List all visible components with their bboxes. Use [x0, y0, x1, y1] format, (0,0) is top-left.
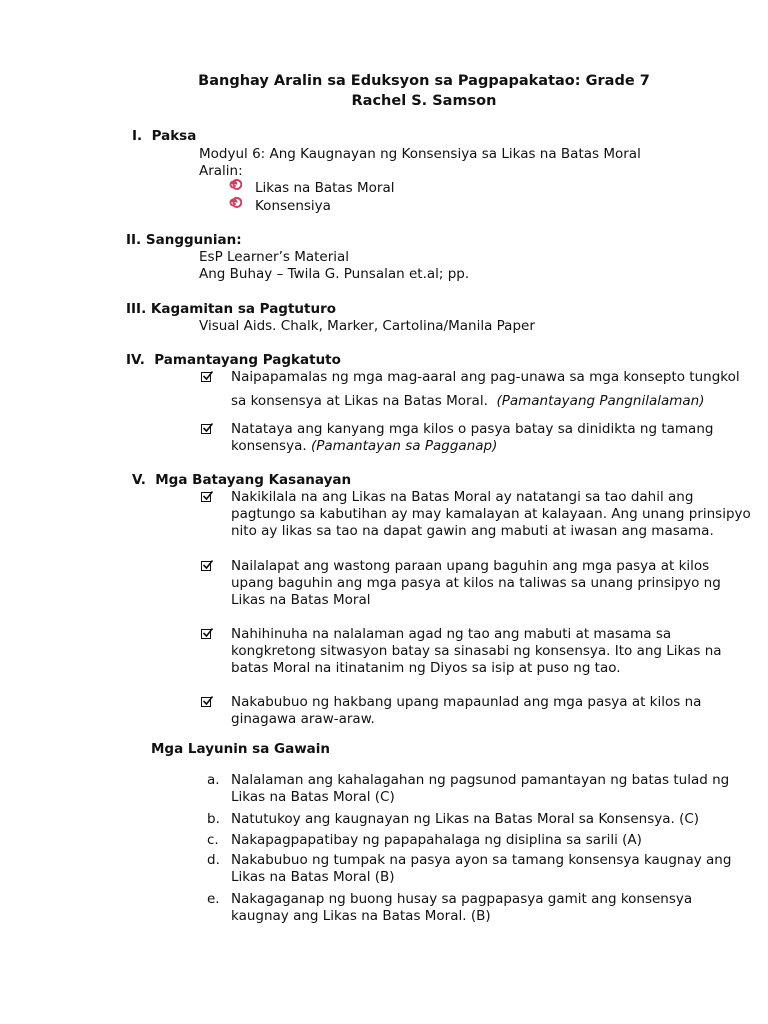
checkbox-icon — [201, 424, 211, 434]
swirl-bullet-icon — [228, 179, 242, 193]
swirl-bullet-icon — [228, 197, 242, 211]
kasanayan-item: Nailalapat ang wastong paraan upang baguhin ang mga pasya at kilos upang baguhin ang mga pasya at kilos na taliwas sa unang prinsipyo ng Likas na Batas Moral — [231, 558, 721, 608]
layunin-item: Natutukoy ang kaugnayan ng Likas na Batas Moral sa Konsensya. (C) — [231, 811, 700, 827]
kasanayan-item: Nakikilala na ang Likas na Batas Moral ay natatangi sa tao dahil ang pagtungo sa kabutihan ay may kamalayan at kalayaan. Ang unang prinsipyo nito ay likas sa tao na dapat gawin ang mabuti at iwasan ang masama. — [231, 489, 751, 539]
checkbox-icon — [201, 492, 211, 502]
section-number: IV. — [126, 352, 145, 368]
aralin-label: Aralin: — [199, 163, 243, 179]
checkbox-icon — [201, 372, 211, 382]
pamantayan-text: Naipapamalas ng mga mag-aaral ang pag-unawa sa mga konsepto tungkol — [231, 369, 740, 385]
section-heading-paksa — [132, 128, 196, 145]
section-heading-pamantayang — [126, 352, 341, 369]
section-title: Paksa — [151, 128, 197, 144]
layunin-item: Nakabubuo ng tumpak na pasya ayon sa tamang konsensya kaugnay ang Likas na Batas Moral (B) — [231, 852, 732, 885]
section-number: II. — [126, 232, 142, 248]
section-heading-kasanayan — [132, 472, 351, 489]
section-number: I. — [132, 128, 143, 144]
list-letter: e. — [207, 891, 220, 907]
pamantayan-line: sa konsensya at Likas na Batas Moral. — [231, 393, 488, 409]
section-number: III. — [126, 301, 147, 317]
sanggunian-line: EsP Learner’s Material — [199, 249, 350, 265]
section-heading-kagamitan — [126, 301, 336, 318]
modyul-line: Modyul 6: Ang Kaugnayan ng Konsensiya sa Likas na Batas Moral — [199, 146, 641, 162]
section-title: Sanggunian: — [145, 232, 242, 248]
list-letter: b. — [207, 811, 220, 827]
kasanayan-item: Nakabubuo ng hakbang upang mapaunlad ang mga pasya at kilos na ginagawa araw-araw. — [231, 694, 702, 727]
section-title: Mga Batayang Kasanayan — [155, 472, 352, 488]
aralin-item: Likas na Batas Moral — [255, 180, 395, 196]
checkbox-icon — [201, 697, 211, 707]
section-title: Kagamitan sa Pagtuturo — [150, 301, 337, 317]
section-heading-sanggunian — [126, 232, 242, 249]
list-letter: d. — [207, 852, 220, 868]
section-number: V. — [132, 472, 146, 488]
layunin-item: Nakapagpapatibay ng papapahalaga ng disiplina sa sarili (A) — [231, 832, 642, 848]
pamantayan-text — [231, 438, 497, 455]
pamantayan-text: Natataya ang kanyang mga kilos o pasya batay sa dinidikta ng tamang — [231, 421, 714, 437]
layunin-heading: Mga Layunin sa Gawain — [151, 741, 331, 757]
section-title: Pamantayang Pagkatuto — [154, 352, 341, 368]
aralin-item: Konsensiya — [255, 198, 331, 214]
document-author: Rachel S. Samson — [351, 93, 497, 109]
document-title: Banghay Aralin sa Eduksyon sa Pagpapakatao: Grade 7 — [198, 73, 650, 89]
list-letter: c. — [207, 832, 219, 848]
checkbox-icon — [201, 561, 211, 571]
pamantayan-line: konsensya. — [231, 438, 307, 454]
pamantayan-note: (Pamantayang Pangnilalaman) — [496, 393, 705, 409]
kagamitan-line: Visual Aids. Chalk, Marker, Cartolina/Manila Paper — [199, 318, 535, 334]
pamantayan-text — [231, 393, 705, 410]
sanggunian-line: Ang Buhay – Twila G. Punsalan et.al; pp. — [199, 266, 470, 282]
kasanayan-item: Nahihinuha na nalalaman agad ng tao ang mabuti at masama sa kongkretong sitwasyon batay sa sinasabi ng konsensya. Ito ang Likas na batas Moral na itinatanim ng Diyos sa isip at puso ng tao. — [231, 626, 722, 676]
layunin-item: Nalalaman ang kahalagahan ng pagsunod pamantayan ng batas tulad ng Likas na Batas Moral (C) — [231, 772, 730, 805]
checkbox-icon — [201, 629, 211, 639]
list-letter: a. — [207, 772, 220, 788]
layunin-item: Nakagaganap ng buong husay sa pagpapasya gamit ang konsensya kaugnay ang Likas na Batas Moral. (B) — [231, 891, 693, 924]
pamantayan-note: (Pamantayan sa Pagganap) — [310, 438, 498, 454]
